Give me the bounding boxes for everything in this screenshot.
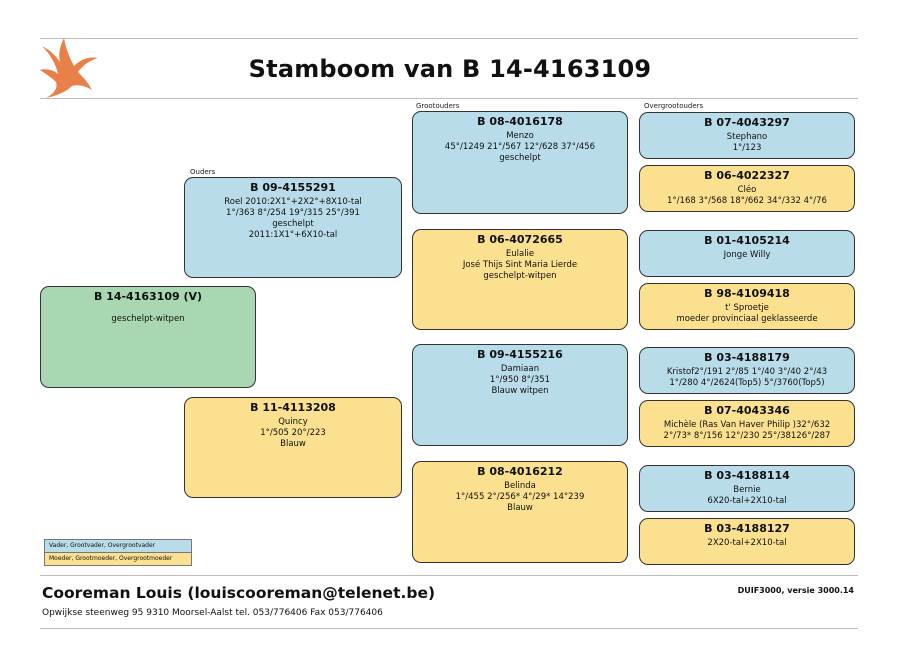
ring-number: B 06-4022327 (704, 169, 790, 182)
section-label-parents: Ouders (190, 168, 216, 176)
info-line: Damiaan (500, 364, 540, 374)
info-line: José Thijs Sint Maria Lierde (462, 260, 578, 270)
section-label-grandparents: Grootouders (416, 102, 460, 110)
info-line: geschelpt-witpen (111, 314, 185, 324)
info-line: Blauw witpen (491, 386, 549, 396)
pigeon-card-grandfather-paternal[interactable] (412, 111, 628, 214)
top-rule (40, 38, 858, 39)
info-line: Belinda (504, 481, 536, 491)
info-line: geschelpt (272, 219, 314, 229)
info-line: Quincy (278, 417, 308, 427)
owner-name: Cooreman Louis (louiscooreman@telenet.be) (42, 584, 436, 602)
ring-number: B 08-4016178 (477, 115, 563, 128)
ring-number: B 09-4155291 (250, 181, 336, 194)
ring-number: B 03-4188114 (704, 469, 790, 482)
pigeon-card-great-grandparent-3[interactable] (639, 230, 855, 277)
section-label-great-grandparents: Overgrootouders (644, 102, 704, 110)
pigeon-card-great-grandparent-1[interactable] (639, 112, 855, 159)
page-title: Stamboom van B 14-4163109 (248, 55, 652, 83)
ring-number: B 14-4163109 (V) (93, 290, 203, 303)
footer-rule (40, 575, 858, 576)
ring-number: B 98-4109418 (704, 287, 790, 300)
pigeon-card-great-grandparent-2[interactable] (639, 165, 855, 212)
ring-number: B 09-4155216 (477, 348, 563, 361)
ring-number: B 01-4105214 (704, 234, 790, 247)
pigeon-card-subject[interactable] (40, 286, 256, 388)
info-line: 2X20-tal+2X10-tal (707, 538, 787, 548)
info-line: Bernie (733, 485, 761, 495)
pigeon-card-mother[interactable] (184, 397, 402, 498)
bottom-rule (40, 628, 858, 629)
info-line: Blauw (280, 439, 306, 449)
info-line: 1°/168 3°/568 18°/662 34°/332 4°/76 (667, 196, 827, 206)
ring-number: B 03-4188127 (704, 522, 790, 535)
ring-number: B 07-4043346 (704, 404, 790, 417)
info-line: Roel 2010:2X1°+2X2°+8X10-tal (224, 197, 362, 207)
pigeon-card-great-grandparent-5[interactable] (639, 347, 855, 394)
software-version: DUIF3000, versie 3000.14 (737, 586, 854, 595)
info-line: Michèle (Ras Van Haver Philip )32°/632 (663, 420, 831, 430)
info-line: 6X20-tal+2X10-tal (707, 496, 787, 506)
info-line: geschelpt-witpen (483, 271, 557, 281)
info-line: t' Sproetje (725, 303, 769, 313)
info-line: Kristof2°/191 2°/85 1°/40 3°/40 2°/43 (666, 367, 828, 377)
pigeon-card-grandmother-paternal[interactable] (412, 229, 628, 330)
info-line: Cléo (737, 185, 757, 195)
pigeon-card-father[interactable] (184, 177, 402, 278)
ring-number: B 06-4072665 (477, 233, 563, 246)
pigeon-card-great-grandparent-7[interactable] (639, 465, 855, 512)
pigeon-card-great-grandparent-4[interactable] (639, 283, 855, 330)
info-line: Menzo (506, 131, 534, 141)
legend-female: Moeder, Grootmoeder, Overgrootmoeder (44, 553, 192, 566)
info-line: 1°/455 2°/256* 4°/29* 14°239 (455, 492, 585, 502)
info-line: 45°/1249 21°/567 12°/628 37°/456 (444, 142, 596, 152)
info-line: 1°/123 (732, 143, 762, 153)
pigeon-card-great-grandparent-8[interactable] (639, 518, 855, 565)
info-line: 1°/950 8°/351 (489, 375, 551, 385)
info-line: geschelpt (499, 153, 541, 163)
info-line: 1°/280 4°/2624(Top5) 5°/3760(Top5) (669, 378, 825, 388)
info-line: Blauw (507, 503, 533, 513)
owner-address: Opwijkse steenweg 95 9310 Moorsel-Aalst tel. 053/776406 Fax 053/776406 (42, 608, 383, 618)
info-line: 2011:1X1°+6X10-tal (248, 230, 338, 240)
ring-number: B 07-4043297 (704, 116, 790, 129)
pigeon-card-grandfather-maternal[interactable] (412, 344, 628, 446)
color-legend (44, 539, 192, 566)
info-line: Stephano (726, 132, 768, 142)
info-line: 1°/363 8°/254 19°/315 25°/391 (226, 208, 360, 218)
ring-number: B 03-4188179 (704, 351, 790, 364)
info-line: Jonge Willy (723, 250, 771, 260)
info-line: 1°/505 20°/223 (260, 428, 326, 438)
ring-number: B 08-4016212 (477, 465, 563, 478)
pigeon-card-grandmother-maternal[interactable] (412, 461, 628, 563)
pigeon-card-great-grandparent-6[interactable] (639, 400, 855, 447)
ring-number: B 11-4113208 (250, 401, 336, 414)
legend-male: Vader, Grootvader, Overgrootvader (44, 539, 192, 553)
info-line: moeder provinciaal geklasseerde (676, 314, 818, 324)
info-line: 2°/73* 8°/156 12°/230 25°/38126°/287 (663, 431, 831, 441)
title-rule (40, 98, 858, 99)
info-line: Eulalie (505, 249, 535, 259)
